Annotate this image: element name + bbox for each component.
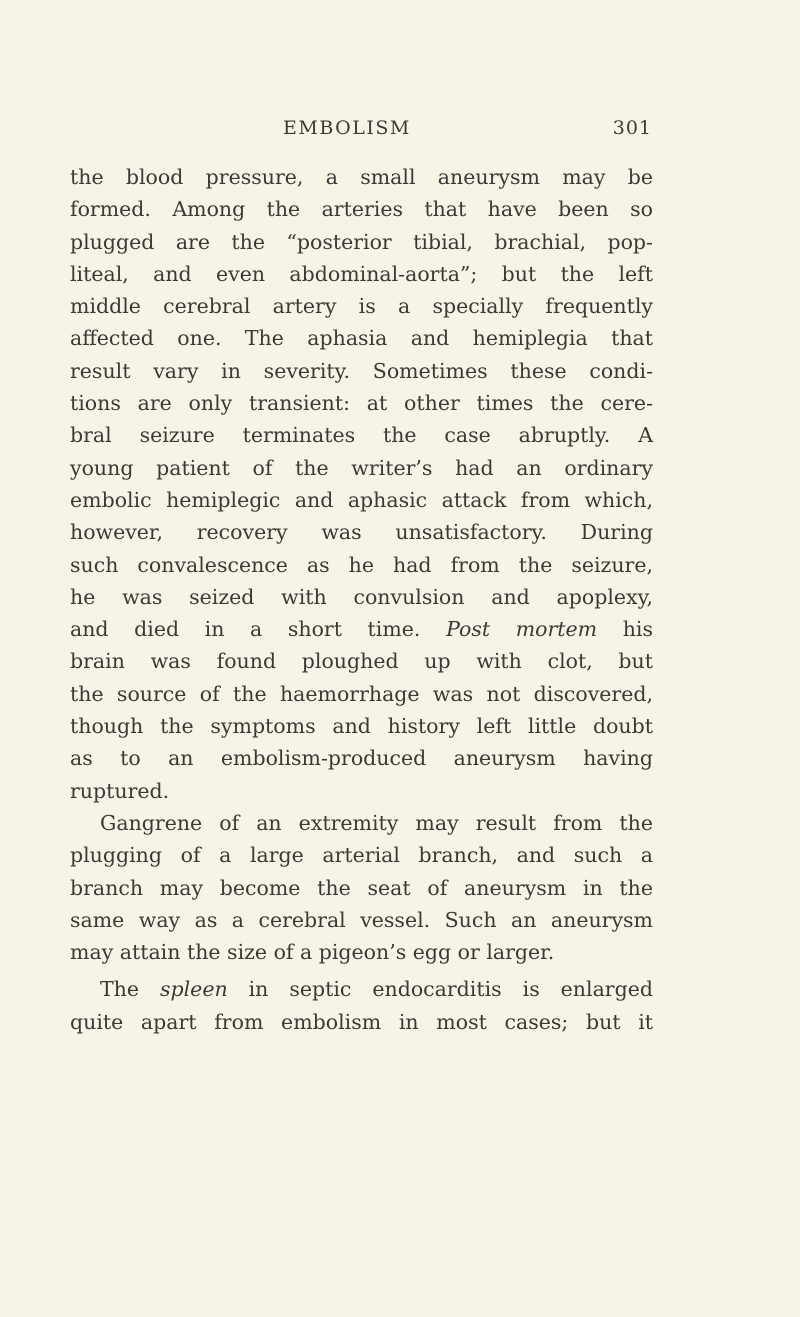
text-segment: and died in a short time. xyxy=(70,617,421,642)
text-line: brain was found ploughed up with clot, but xyxy=(70,649,653,674)
text-line: same way as a cerebral vessel. Such an aneurysm xyxy=(70,907,653,932)
italic-phrase: Post mortem xyxy=(446,617,598,642)
text-line-mixed xyxy=(70,613,653,645)
text-line: Gangrene of an extremity may result from the xyxy=(100,810,653,835)
text-line: may attain the size of a pigeon’s egg or larger. xyxy=(70,940,555,965)
page-number: 301 xyxy=(612,117,652,139)
text-line: the source of the haemorrhage was not discovered, xyxy=(70,681,653,706)
text-line: ruptured. xyxy=(70,778,170,803)
text-segment: The xyxy=(100,977,140,1002)
paragraph-3 xyxy=(70,973,653,1038)
text-line: though the symptoms and history left little doubt xyxy=(70,714,653,739)
text-line: such convalescence as he had from the seizure, xyxy=(70,552,653,577)
text-line: he was seized with convulsion and apoplexy, xyxy=(70,584,653,609)
text-line: young patient of the writer’s had an ordinary xyxy=(70,455,653,480)
running-title: EMBOLISM xyxy=(283,117,411,139)
running-head xyxy=(0,117,800,141)
body-text xyxy=(70,161,653,1038)
text-line: however, recovery was unsatisfactory. During xyxy=(70,520,653,545)
text-line: liteal, and even abdominal-aorta”; but the left xyxy=(70,261,653,286)
paragraph-2 xyxy=(70,807,653,968)
text-segment: his xyxy=(622,617,654,642)
paragraph-1 xyxy=(70,161,653,807)
text-line: result vary in severity. Sometimes these condi- xyxy=(70,358,653,383)
text-line: affected one. The aphasia and hemiplegia that xyxy=(70,326,653,351)
text-line: quite apart from embolism in most cases; but it xyxy=(70,1009,653,1034)
text-line: plugged are the “posterior tibial, brachial, pop- xyxy=(70,229,653,254)
text-line: formed. Among the arteries that have been so xyxy=(70,197,653,222)
text-line-mixed xyxy=(70,973,653,1005)
text-line: tions are only transient: at other times the cere- xyxy=(70,391,653,416)
italic-word: spleen xyxy=(159,977,228,1002)
text-line: embolic hemiplegic and aphasic attack from which, xyxy=(70,487,653,512)
text-line: the blood pressure, a small aneurysm may be xyxy=(70,165,653,189)
text-line: branch may become the seat of aneurysm in the xyxy=(70,875,653,900)
text-line: as to an embolism-produced aneurysm having xyxy=(70,746,653,771)
text-segment: in septic endocarditis is enlarged xyxy=(248,977,653,1002)
text-line: bral seizure terminates the case abruptly. A xyxy=(70,423,653,448)
text-line: middle cerebral artery is a specially frequently xyxy=(70,294,653,319)
text-line: plugging of a large arterial branch, and such a xyxy=(70,843,653,868)
